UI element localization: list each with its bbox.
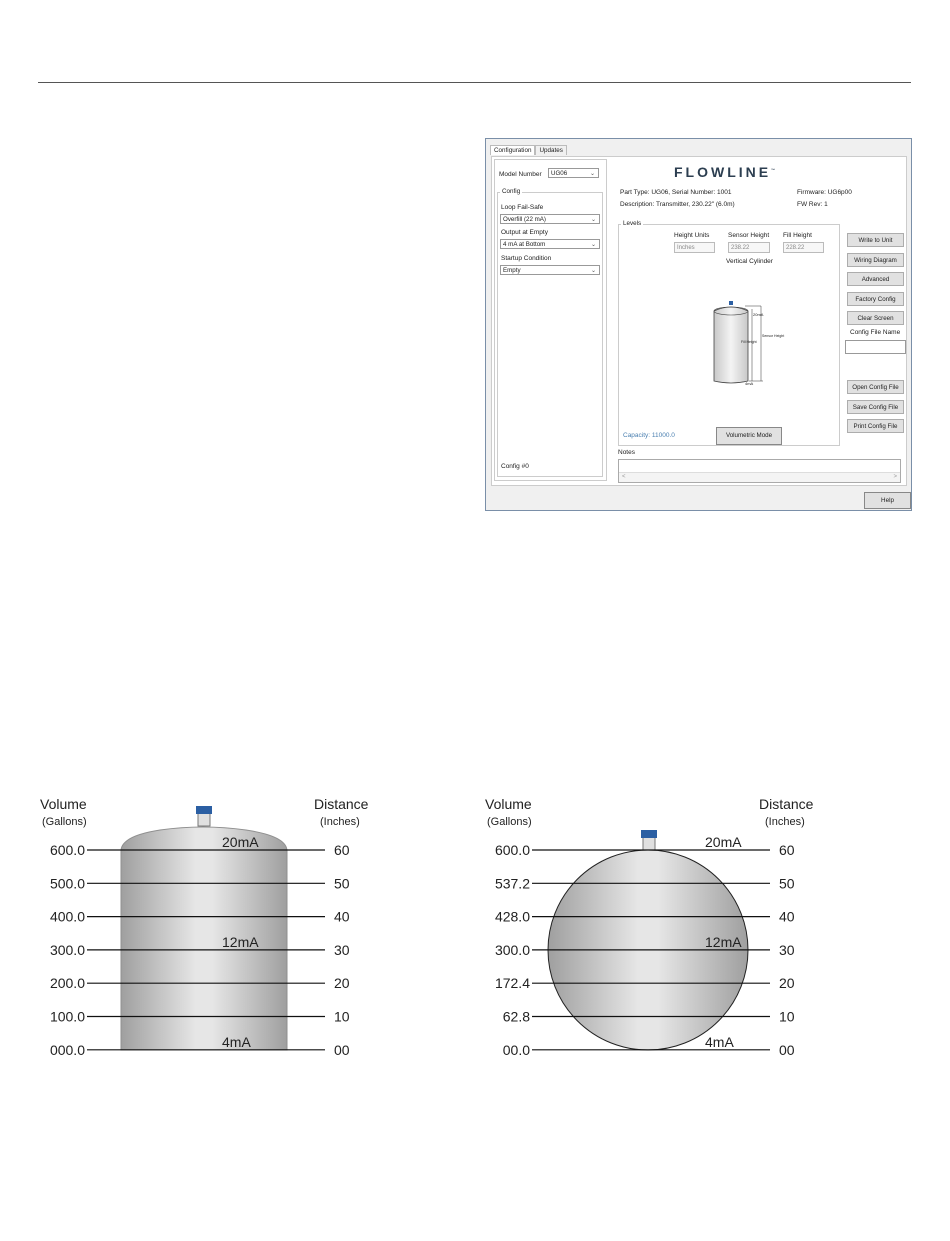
distance-value: 00 (334, 1041, 350, 1058)
loop-failsafe-label: Loop Fail-Safe (501, 204, 544, 211)
volume-value: 537.2 (494, 875, 530, 892)
current-label: 20mA (705, 834, 742, 850)
logo-text: FLOWLINE (674, 164, 772, 180)
distance-label: Distance (759, 796, 814, 812)
distance-value: 20 (334, 975, 350, 992)
scroll-right-icon[interactable]: > (893, 474, 897, 480)
mini-sensor-label: Sensor Height (762, 334, 785, 338)
output-empty-value: 4 mA at Bottom (503, 241, 546, 248)
distance-value: 40 (779, 908, 795, 925)
model-number-label: Model Number (499, 171, 542, 178)
volume-label: Volume (40, 796, 87, 812)
notes-scrollbar[interactable] (619, 472, 900, 482)
tab-bar (490, 145, 567, 155)
distance-value: 50 (334, 875, 350, 892)
volume-value: 600.0 (49, 842, 85, 858)
distance-value: 30 (334, 941, 350, 958)
volumetric-mode-button[interactable]: Volumetric Mode (716, 427, 782, 445)
mini-tank-body (714, 307, 748, 383)
model-number-select[interactable] (548, 168, 599, 178)
volume-value: 300.0 (494, 941, 530, 958)
print-config-file-button[interactable]: Print Config File (847, 419, 904, 433)
volume-value: 000.0 (49, 1041, 85, 1058)
config-group (497, 188, 603, 477)
distance-value: 10 (779, 1008, 795, 1025)
description: Description: Transmitter, 230.22" (6.0m) (620, 201, 735, 208)
sensor-stem (198, 812, 210, 826)
volume-value: 500.0 (49, 875, 85, 892)
height-units-label: Height Units (674, 232, 710, 239)
tab-configuration[interactable]: Configuration (490, 145, 535, 155)
sensor-height-label: Sensor Height (728, 232, 770, 239)
volume-value: 200.0 (49, 975, 85, 992)
help-button[interactable]: Help (864, 492, 911, 509)
chevron-down-icon: ⌄ (590, 268, 596, 274)
distance-value: 20 (779, 975, 795, 992)
distance-value: 40 (334, 908, 350, 925)
levels-group-title: Levels (623, 220, 642, 227)
volume-label: Volume (485, 796, 532, 812)
factory-config-button[interactable]: Factory Config (847, 292, 904, 306)
volume-value: 00.0 (502, 1041, 530, 1058)
notes-label: Notes (618, 449, 635, 456)
height-units-field[interactable]: Inches (674, 242, 715, 253)
scroll-left-icon[interactable]: < (622, 474, 626, 480)
loop-failsafe-value: Overfill (22 mA) (503, 216, 546, 223)
config-number: Config #0 (501, 463, 529, 470)
startup-condition-select[interactable] (500, 265, 600, 275)
distance-value: 10 (334, 1008, 350, 1025)
distance-value: 30 (779, 941, 795, 958)
startup-condition-label: Startup Condition (501, 255, 552, 262)
volume-value: 428.0 (494, 908, 530, 925)
configuration-panel (491, 156, 907, 486)
mini-sensor-icon (729, 301, 733, 305)
current-label: 20mA (222, 834, 259, 850)
sensor-icon (641, 830, 657, 838)
loop-failsafe-select[interactable] (500, 214, 600, 224)
current-label: 12mA (222, 933, 259, 950)
chevron-down-icon: ⌄ (590, 242, 596, 248)
fw-rev: FW Rev: 1 (797, 201, 828, 208)
left-column (494, 159, 607, 481)
levels-group (618, 220, 840, 446)
wiring-diagram-button[interactable]: Wiring Diagram (847, 253, 904, 267)
sphere-tank-diagram (445, 790, 920, 1070)
mini-4ma-label: 4mA (745, 381, 754, 386)
chevron-down-icon: ⌄ (589, 171, 595, 177)
distance-value: 60 (334, 842, 350, 858)
notes-textarea[interactable] (618, 459, 901, 483)
sensor-icon (196, 806, 212, 814)
volume-value: 62.8 (502, 1008, 530, 1025)
chevron-down-icon: ⌄ (590, 217, 596, 223)
volume-value: 600.0 (494, 842, 530, 858)
sensor-stem (643, 836, 655, 850)
distance-value: 00 (779, 1041, 795, 1058)
open-config-file-button[interactable]: Open Config File (847, 380, 904, 394)
tank-shape: Vertical Cylinder (726, 258, 773, 265)
mini-tank-diagram (705, 297, 785, 387)
output-empty-select[interactable] (500, 239, 600, 249)
mini-20ma-label: 20mA (753, 312, 764, 317)
fill-height-field[interactable]: 228.22 (783, 242, 824, 253)
config-file-name-label: Config File Name (850, 329, 901, 336)
flowline-logo: FLOWLINE™ (674, 164, 776, 180)
sensor-height-field[interactable]: 238.22 (728, 242, 770, 253)
distance-unit: (Inches) (765, 816, 805, 828)
startup-condition-value: Empty (503, 267, 521, 274)
vertical-cylinder-diagram (0, 790, 475, 1070)
volume-unit: (Gallons) (42, 816, 87, 828)
write-to-unit-button[interactable]: Write to Unit (847, 233, 904, 247)
volume-value: 172.4 (494, 975, 530, 992)
capacity-text: Capacity: 11000.0 (623, 432, 675, 439)
current-label: 12mA (705, 933, 742, 950)
header-rule (38, 82, 911, 83)
clear-screen-button[interactable]: Clear Screen (847, 311, 904, 325)
distance-label: Distance (314, 796, 369, 812)
config-group-title: Config (502, 188, 521, 195)
current-label: 4mA (222, 1033, 251, 1050)
current-label: 4mA (705, 1033, 734, 1050)
distance-value: 50 (779, 875, 795, 892)
volume-value: 400.0 (49, 908, 85, 925)
fill-height-label: Fill Height (783, 232, 812, 239)
volume-unit: (Gallons) (487, 816, 532, 828)
advanced-button[interactable]: Advanced (847, 272, 904, 286)
firmware: Firmware: UG6p00 (797, 189, 852, 196)
volume-value: 100.0 (49, 1008, 85, 1025)
distance-value: 60 (779, 842, 795, 858)
output-empty-label: Output at Empty (501, 229, 548, 236)
mini-fill-label: Fill Height (741, 340, 757, 344)
configuration-window (485, 138, 912, 511)
part-info: Part Type: UG06, Serial Number: 1001 (620, 189, 732, 196)
model-number-value: UG06 (551, 170, 568, 177)
volume-value: 300.0 (49, 941, 85, 958)
distance-unit: (Inches) (320, 816, 360, 828)
save-config-file-button[interactable]: Save Config File (847, 400, 904, 414)
tab-updates[interactable]: Updates (535, 145, 566, 155)
config-file-name-input[interactable] (845, 340, 906, 354)
